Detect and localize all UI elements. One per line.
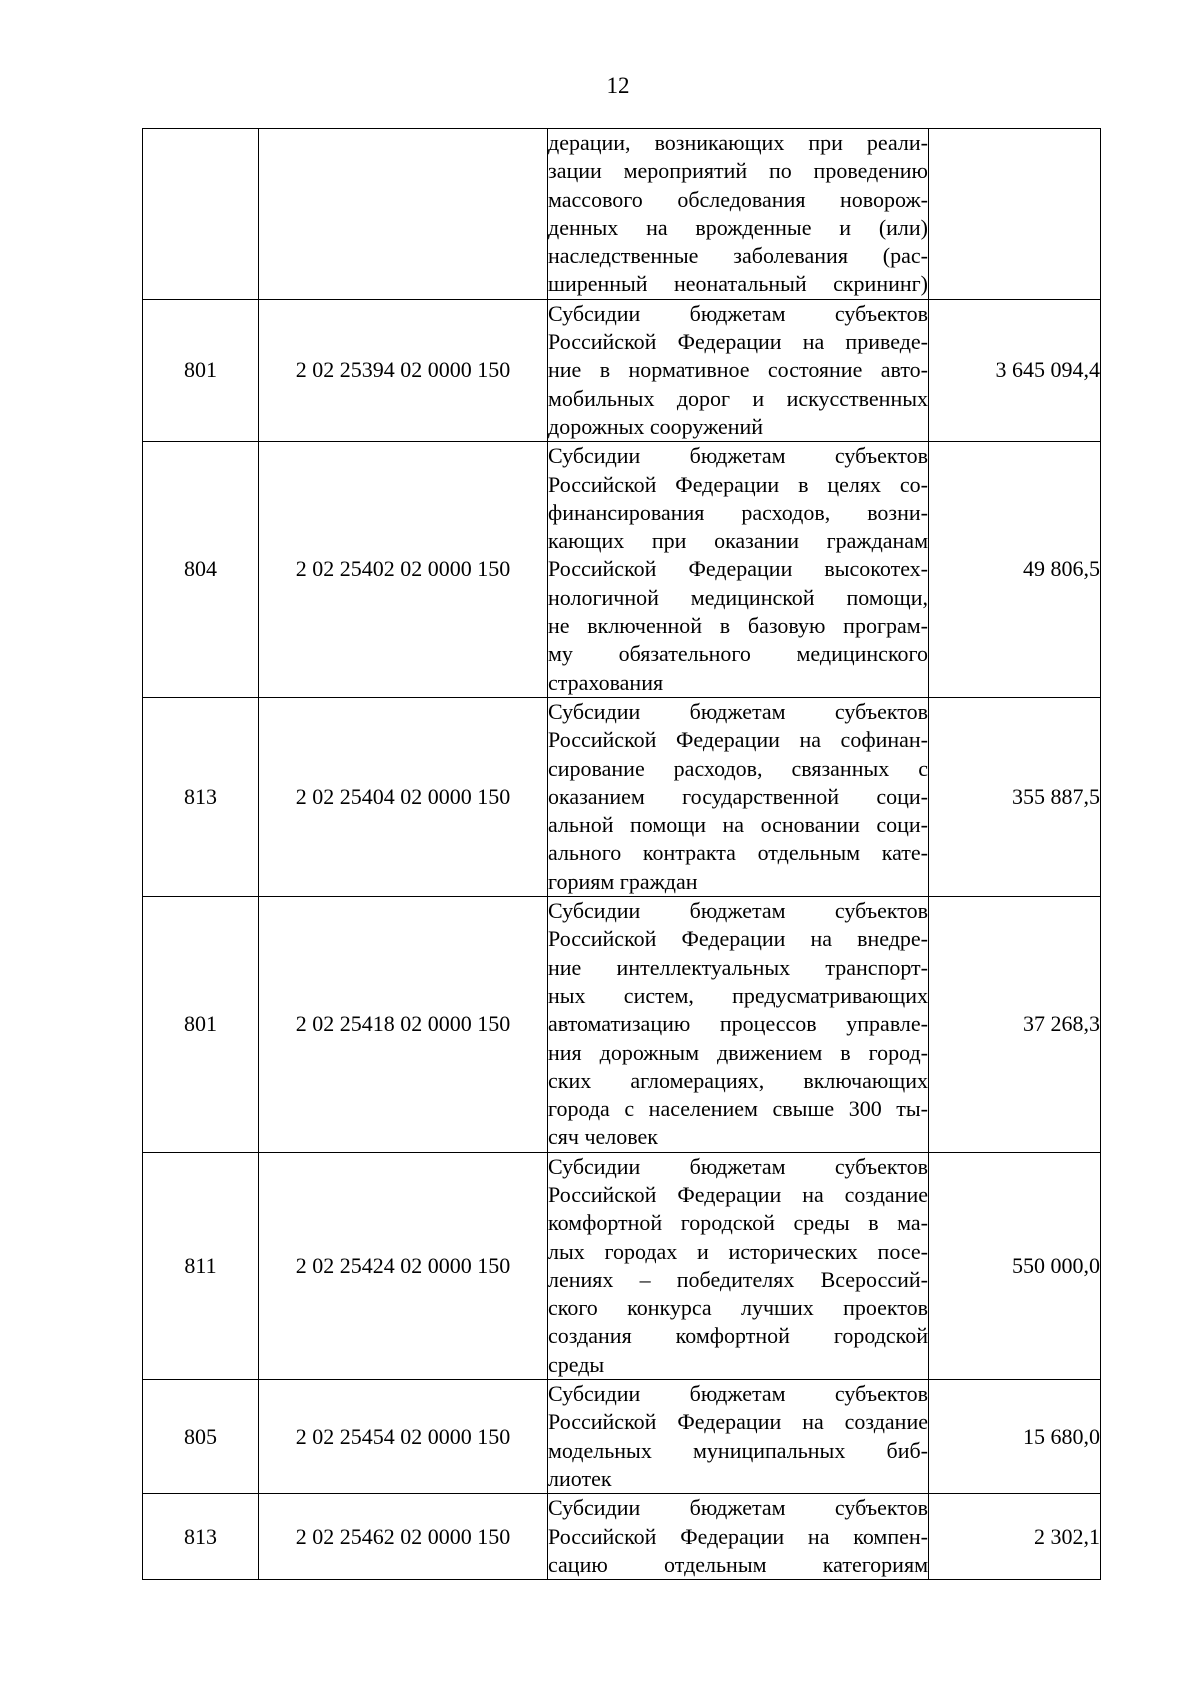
revenue-name-line: зации мероприятий по проведению (548, 158, 928, 184)
revenue-name-cell (548, 442, 929, 698)
revenue-name-line: Российской Федерации высокотех- (548, 556, 928, 582)
revenue-name-line: ширенный неонатальный скрининг) (548, 271, 928, 297)
revenue-name-cell (548, 1380, 929, 1494)
revenue-name-line: оказанием государственной соци- (548, 783, 928, 809)
budget-classification-code-cell: 2 02 25418 02 0000 150 (259, 897, 548, 1153)
revenue-name-line: сяч человек (548, 1124, 658, 1150)
revenue-name-line: Субсидии бюджетам субъектов (548, 1495, 928, 1521)
table-row (143, 129, 1101, 300)
table-row (143, 697, 1101, 896)
table-row (143, 442, 1101, 698)
revenue-name-line: ских агломерациях, включающих (548, 1067, 928, 1093)
revenue-name-line: ние интеллектуальных транспорт- (548, 954, 928, 980)
revenue-name-line: лиотек (548, 1465, 612, 1491)
table-row (143, 1152, 1101, 1379)
revenue-name-line: му обязательного медицинского (548, 641, 928, 667)
budget-classification-code-cell: 2 02 25454 02 0000 150 (259, 1380, 548, 1494)
revenue-name-line: Российской Федерации на софинан- (548, 727, 928, 753)
revenue-name-line: Российской Федерации на компен- (548, 1523, 928, 1549)
revenue-name-line: Субсидии бюджетам субъектов (548, 1153, 928, 1179)
revenue-name-line: Субсидии бюджетам субъектов (548, 898, 928, 924)
revenue-name-line: ального контракта отдельным кате- (548, 840, 928, 866)
revenue-name-line: Российской Федерации на внедре- (548, 926, 928, 952)
revenue-name-line: денных на врожденные и (или) (548, 214, 928, 240)
revenue-name-line: ние в нормативное состояние авто- (548, 357, 928, 383)
revenue-name-line: ского конкурса лучших проектов (548, 1295, 928, 1321)
revenue-name-line: создания комфортной городской (548, 1323, 928, 1349)
revenue-name-cell (548, 1152, 929, 1379)
revenue-name-cell (548, 129, 929, 300)
revenue-name-line: ных систем, предусматривающих (548, 982, 928, 1008)
revenue-name-line: ния дорожным движением в город- (548, 1039, 928, 1065)
revenue-name-cell (548, 299, 929, 441)
revenue-name-line: массового обследования новорож- (548, 186, 928, 212)
budget-revenue-table (142, 128, 1101, 1580)
amount-cell: 3 645 094,4 (929, 299, 1101, 441)
revenue-name-line: Субсидии бюджетам субъектов (548, 443, 928, 469)
revenue-name-line: наследственные заболевания (рас- (548, 243, 928, 269)
revenue-name-line: не включенной в базовую програм- (548, 613, 928, 639)
revenue-name-line: города с населением свыше 300 ты- (548, 1096, 928, 1122)
admin-code-cell: 801 (143, 897, 259, 1153)
revenue-name-line: модельных муниципальных биб- (548, 1437, 928, 1463)
revenue-name-line: Субсидии бюджетам субъектов (548, 1381, 928, 1407)
admin-code-cell: 811 (143, 1152, 259, 1379)
admin-code-cell (143, 129, 259, 300)
revenue-name-line: мобильных дорог и искусственных (548, 385, 928, 411)
budget-classification-code-cell: 2 02 25394 02 0000 150 (259, 299, 548, 441)
revenue-name-line: комфортной городской среды в ма- (548, 1210, 928, 1236)
table-body (143, 129, 1101, 1580)
revenue-name-line: кающих при оказании гражданам (548, 528, 928, 554)
revenue-name-line: Российской Федерации на создание (548, 1181, 928, 1207)
revenue-name-line: автоматизацию процессов управле- (548, 1011, 928, 1037)
revenue-name-line: Российской Федерации на приведе- (548, 329, 928, 355)
admin-code-cell: 801 (143, 299, 259, 441)
amount-cell (929, 129, 1101, 300)
budget-classification-code-cell: 2 02 25402 02 0000 150 (259, 442, 548, 698)
budget-classification-code-cell (259, 129, 548, 300)
revenue-name-line: сацию отдельным категориям (548, 1551, 928, 1577)
table-row (143, 1380, 1101, 1494)
admin-code-cell: 805 (143, 1380, 259, 1494)
revenue-name-line: альной помощи на основании соци- (548, 812, 928, 838)
revenue-name-line: страхования (548, 669, 664, 695)
budget-classification-code-cell: 2 02 25462 02 0000 150 (259, 1494, 548, 1580)
revenue-name-line: сирование расходов, связанных с (548, 755, 928, 781)
revenue-name-line: среды (548, 1351, 605, 1377)
amount-cell: 37 268,3 (929, 897, 1101, 1153)
amount-cell: 2 302,1 (929, 1494, 1101, 1580)
revenue-name-line: лениях – победителях Всероссий- (548, 1266, 928, 1292)
revenue-name-line: дерации, возникающих при реали- (548, 130, 928, 155)
amount-cell: 550 000,0 (929, 1152, 1101, 1379)
revenue-name-cell (548, 697, 929, 896)
revenue-name-line: дорожных сооружений (548, 413, 764, 439)
amount-cell: 15 680,0 (929, 1380, 1101, 1494)
revenue-name-cell (548, 897, 929, 1153)
revenue-name-line: лых городах и исторических посе- (548, 1238, 928, 1264)
admin-code-cell: 813 (143, 697, 259, 896)
revenue-name-line: Субсидии бюджетам субъектов (548, 698, 928, 724)
budget-classification-code-cell: 2 02 25424 02 0000 150 (259, 1152, 548, 1379)
admin-code-cell: 804 (143, 442, 259, 698)
amount-cell: 49 806,5 (929, 442, 1101, 698)
table-row (143, 299, 1101, 441)
revenue-name-line: финансирования расходов, возни- (548, 499, 928, 525)
revenue-name-line: Российской Федерации на создание (548, 1409, 928, 1435)
revenue-name-line: нологичной медицинской помощи, (548, 584, 928, 610)
table-row (143, 1494, 1101, 1580)
amount-cell: 355 887,5 (929, 697, 1101, 896)
table-row (143, 897, 1101, 1153)
revenue-name-line: Российской Федерации в целях со- (548, 471, 928, 497)
admin-code-cell: 813 (143, 1494, 259, 1580)
revenue-name-line: гориям граждан (548, 868, 698, 894)
page-number: 12 (606, 73, 630, 98)
revenue-name-cell (548, 1494, 929, 1580)
budget-classification-code-cell: 2 02 25404 02 0000 150 (259, 697, 548, 896)
revenue-name-line: Субсидии бюджетам субъектов (548, 300, 928, 326)
